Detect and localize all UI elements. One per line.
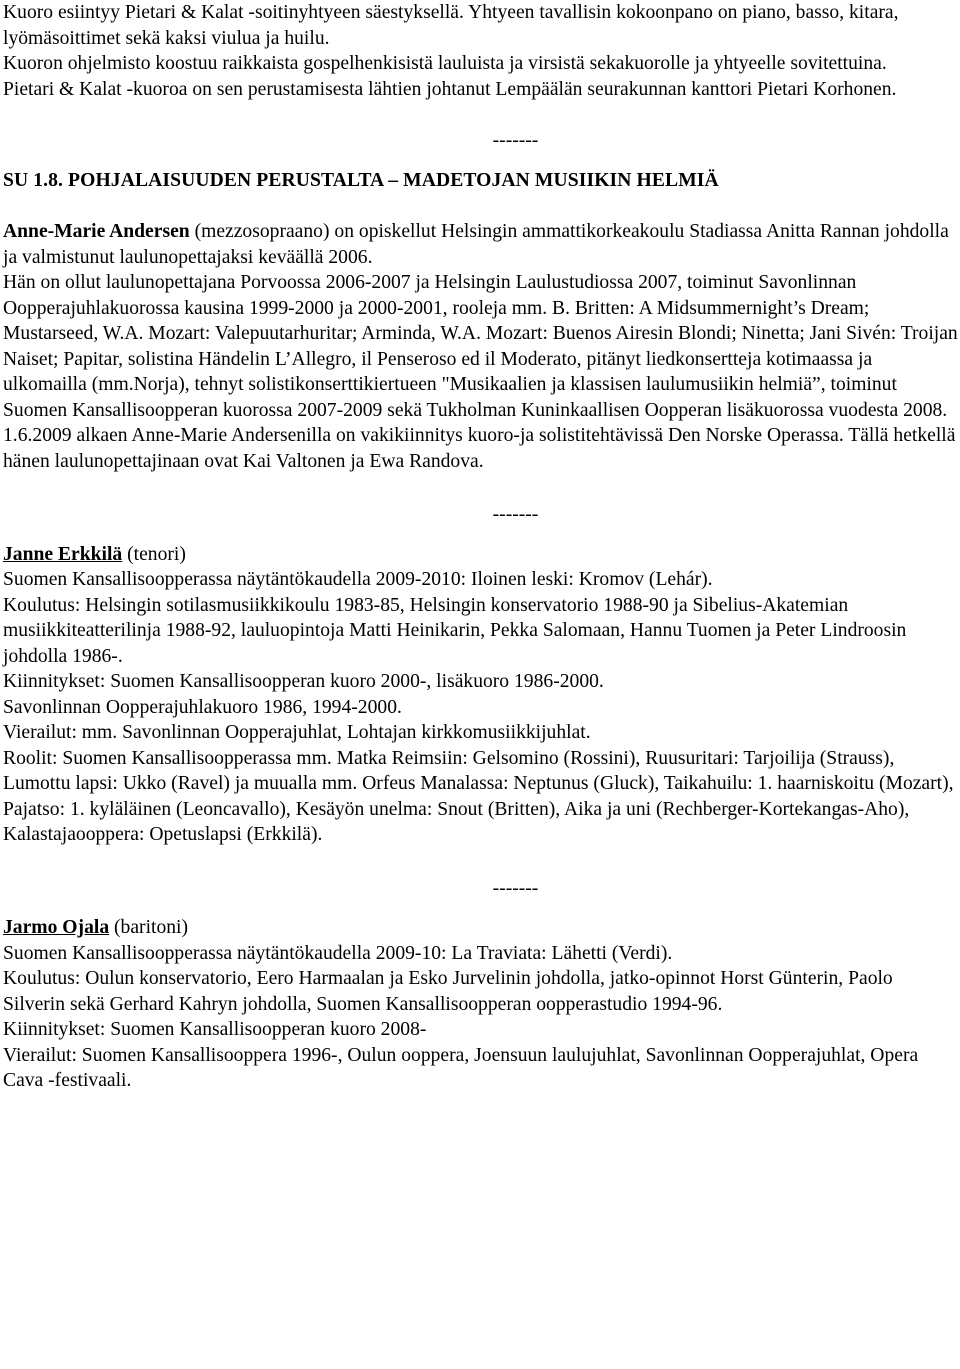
artist-voice: (tenori) [122, 543, 186, 565]
intro-paragraph: Kuoron ohjelmisto koostuu raikkaista gospelhenkisistä lauluista ja virsistä sekakuorolle ja yhtyeelle sovitettuina. [3, 53, 887, 74]
artist-heading [3, 915, 958, 941]
artist-bio-paragraph: Koulutus: Helsingin sotilasmusiikkikoulu 1983-85, Helsingin konservatorio 1988-90 ja Sibelius-Akatemian musiikkiteatterilinja 1988-92, lauluopintoja Matti Heinikarin, Pekka Salomaan, Hannu Tuomen ja Peter Lindroosin johdolla 1986-. [3, 594, 907, 667]
intro-section [3, 0, 958, 102]
intro-paragraph: Pietari & Kalat -kuoroa on sen perustamisesta lähtien johtanut Lempäälän seurakunnan kanttori Pietari Korhonen. [3, 78, 897, 100]
artist-name: Jarmo Ojala [3, 917, 110, 938]
concert-date: SU 1.8. [3, 169, 64, 191]
document-page [3, 0, 958, 1094]
artist-bio-paragraph: Koulutus: Oulun konservatorio, Eero Harmaalan ja Esko Jurvelinin johdolla, jatko-opinnot Horst Günterin, Paolo Silverin sekä Gerhard Kahryn johdolla, Suomen Kansallisoopperan oopperastudio 1994-96. [3, 968, 893, 1015]
artist-bio-paragraph: Vierailut: mm. Savonlinnan Oopperajuhlat, Lohtajan kirkkomusiikkijuhlat. [3, 722, 591, 743]
concert-subtitle: MADETOJAN MUSIIKIN HELMIÄ [403, 169, 719, 191]
artist-section [3, 542, 958, 848]
artist-bio-paragraph: Suomen Kansallisoopperassa näytäntökaudella 2009-2010: Iloinen leski: Kromov (Lehár). [3, 569, 713, 590]
intro-paragraph: Kuoro esiintyy Pietari & Kalat -soitinyhtyeen säestyksellä. Yhtyeen tavallisin kokoonpano on piano, basso, kitara, lyömäsoittimet sekä kaksi viulua ja huilu. [3, 2, 899, 49]
artist-name: Janne Erkkilä [3, 543, 123, 565]
artist-bio-text: on opiskellut Helsingin ammattikorkeakoulu Stadiassa Anitta Rannan johdolla ja valmistunut laulunopettajaksi keväällä 2006. [3, 221, 949, 268]
artist-voice: (mezzosopraano) [194, 221, 330, 242]
artist-bio-paragraph [3, 219, 958, 270]
concert-dash: – [388, 169, 399, 191]
artist-bio-paragraph: Savonlinnan Oopperajuhlakuoro 1986, 1994-2000. [3, 696, 402, 718]
artist-heading [3, 542, 958, 568]
artist-bio-paragraph: Kiinnitykset: Suomen Kansallisoopperan kuoro 2000-, lisäkuoro 1986-2000. [3, 671, 604, 692]
artist-bio-paragraph: Vierailut: Suomen Kansallisooppera 1996-, Oulun ooppera, Joensuun laulujuhlat, Savonlinnan Oopperajuhlat, Opera Cava -festivaali. [3, 1044, 919, 1091]
artist-bio-paragraph: 1.6.2009 alkaen Anne-Marie Andersenilla on vakikiinnitys kuoro-ja solistitehtävissä Den Norske Operassa. Tällä hetkellä hänen laulunopettajinaan ovat Kai Valtonen ja Ewa Randova. [3, 425, 956, 472]
artist-voice: (baritoni) [109, 917, 189, 938]
concert-heading [3, 168, 958, 194]
artist-bio-paragraph: Hän on ollut laulunopettajana Porvoossa 2006-2007 ja Helsingin Laulustudiossa 2007, toiminut Savonlinnan Oopperajuhlakuorossa kausina 1999-2000 ja 2000-2001, rooleja mm. B. Britten: A Midsummernight’s Dream; Mustarseed, W.A. Mozart: Valepuutarhuritar; Arminda, W.A. Mozart: Buenos Airesin Blondi; Ninetta; Jani Sivén: Troijan Naiset; Papitar, solistina Händelin L’Allegro, il Penseroso ed il Moderato, pitänyt liedkonsertteja kotimaassa ja ulkomailla (mm.Norja), tehnyt solistikonserttikiertueen "Musikaalien ja klassisen laulumusiikin helmiä”, toiminut Suomen Kansallisoopperan kuorossa 2007-2009 sekä Tukholman Kuninkaallisen Oopperan lisäkuorossa vuodesta 2008. [3, 272, 958, 421]
artist-section [3, 219, 958, 474]
artist-section [3, 915, 958, 1094]
artist-bio-paragraph: Roolit: Suomen Kansallisoopperassa mm. Matka Reimsiin: Gelsomino (Rossini), Ruusuritari: Tarjoilija (Strauss), Lumottu lapsi: Ukko (Ravel) ja muualla mm. Orfeus Manalassa: Neptunus (Gluck), Taikahuilu: 1. haarniskoitu (Mozart), Pajatso: 1. kyläläinen (Leoncavallo), Kesäyön unelma: Snout (Britten), Aika ja uni (Rechberger-Kortekangas-Aho), Kalastajaooppera: Opetuslapsi (Erkkilä). [3, 747, 954, 845]
artist-name: Anne-Marie Andersen [3, 221, 190, 242]
section-separator: ------- [492, 504, 539, 525]
artist-bio-paragraph: Suomen Kansallisoopperassa näytäntökaudella 2009-10: La Traviata: Lähetti (Verdi). [3, 942, 673, 964]
artist-bio-paragraph: Kiinnitykset: Suomen Kansallisoopperan kuoro 2008- [3, 1019, 427, 1040]
concert-title: POHJALAISUUDEN PERUSTALTA [68, 169, 384, 191]
section-separator: ------- [492, 877, 539, 899]
section-separator: ------- [492, 130, 539, 151]
